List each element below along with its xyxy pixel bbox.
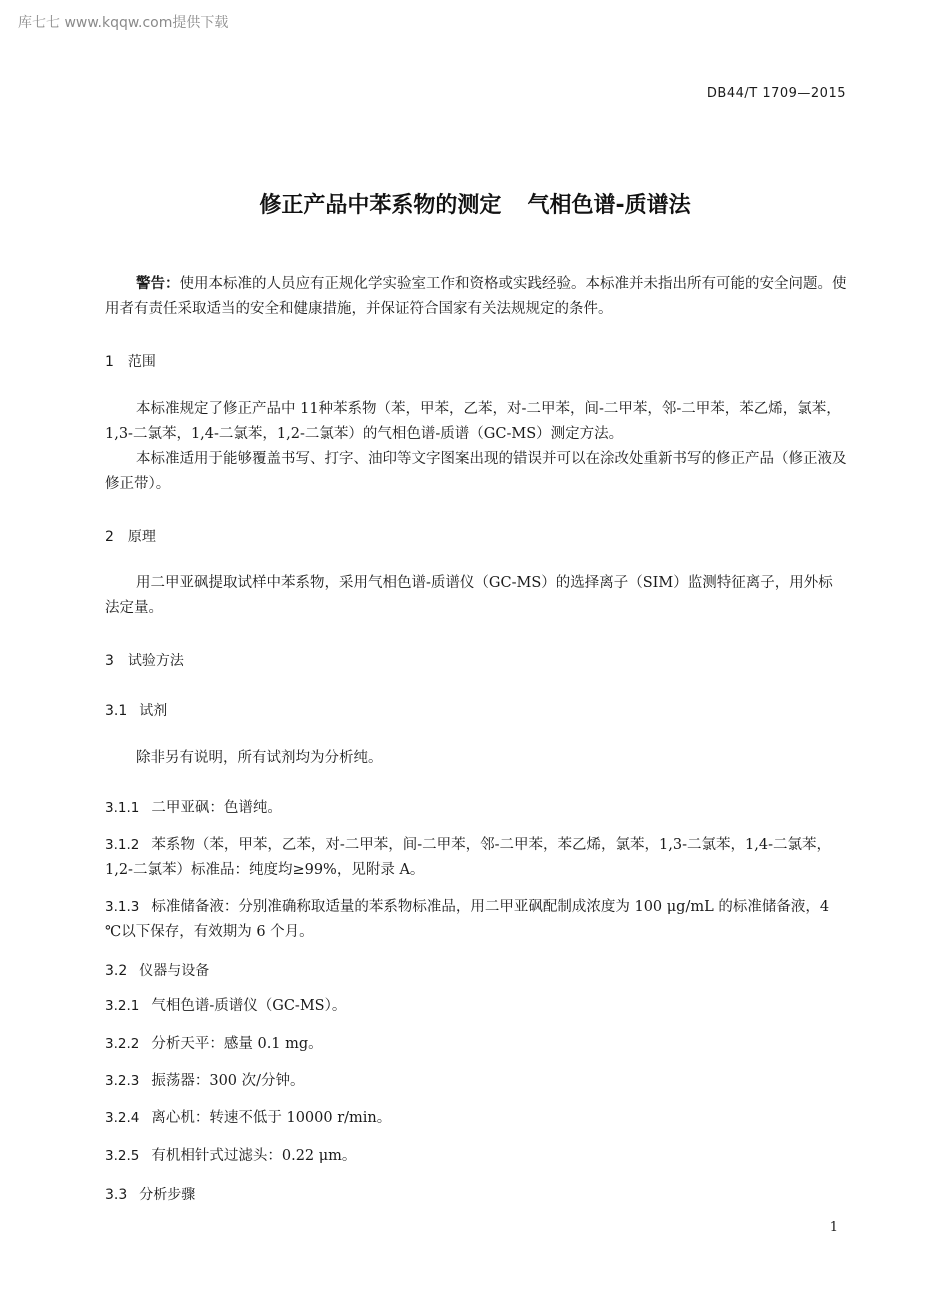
- section-2-paragraph: 用二甲亚砜提取试样中苯系物，采用气相色谱-质谱仪（GC-MS）的选择离子（SIM）监测特征离子，用外标法定量。: [105, 575, 833, 616]
- section-1-heading: [105, 351, 156, 371]
- clause-3-2-5: 3.2.5 有机相针式过滤头：0.22 μm。: [105, 1148, 357, 1164]
- warning-label: 警告：: [136, 275, 180, 292]
- clause-3-2-4: 3.2.4 离心机：转速不低于 10000 r/min。: [105, 1110, 392, 1126]
- clause-3-1-1: 3.1.1 二甲亚砜：色谱纯。: [105, 800, 282, 816]
- section-title: 试验方法: [127, 653, 184, 669]
- document-number: DB44/T 1709—2015: [706, 86, 846, 101]
- section-number: 3.1: [105, 703, 128, 719]
- clause-3-1-3: 3.1.3 标准储备液：分别准确称取适量的苯系物标准品，用二甲亚砜配制成浓度为 100 μg/mL 的标准储备液，4 ℃以下保存，有效期为 6 个月。: [105, 899, 830, 940]
- section-title: 试剂: [139, 703, 168, 719]
- section-number: 1: [105, 354, 114, 370]
- clause-3-1-2: 3.1.2 苯系物（苯，甲苯，乙苯，对-二甲苯，间-二甲苯，邻-二甲苯，苯乙烯，氯苯，1,3-二氯苯，1,4-二氯苯，1,2-二氯苯）标准品：纯度均≥99%，见附录 A。: [105, 837, 831, 878]
- warning-paragraph: [105, 271, 847, 322]
- clause-3-2-3: 3.2.3 振荡器：300 次/分钟。: [105, 1073, 305, 1089]
- section-number: 2: [105, 529, 114, 545]
- section-title: 分析步骤: [139, 1187, 196, 1203]
- section-title: 原理: [127, 529, 156, 545]
- section-1-paragraph-1: 本标准规定了修正产品中 11种苯系物（苯，甲苯，乙苯，对-二甲苯，间-二甲苯，邻-二甲苯，苯乙烯，氯苯，1,3-二氯苯，1,4-二氯苯，1,2-二氯苯）的气相色谱-质谱（GC-MS）测定方法。: [105, 401, 841, 442]
- watermark-text: 库七七 www.kqqw.com提供下载: [18, 15, 229, 31]
- section-3-3-heading: [105, 1184, 195, 1204]
- section-3-1-paragraph: 除非另有说明，所有试剂均为分析纯。: [136, 750, 383, 766]
- page-number: 1: [829, 1220, 838, 1235]
- section-number: 3.3: [105, 1187, 128, 1203]
- section-3-2-heading: [105, 960, 209, 980]
- title-part-1: 修正产品中苯系物的测定: [259, 193, 502, 218]
- section-2-heading: [105, 526, 156, 546]
- page-title: [0, 188, 950, 219]
- title-part-2: 气相色谱-质谱法: [527, 193, 691, 218]
- section-number: 3: [105, 653, 114, 669]
- section-3-heading: [105, 650, 184, 670]
- clause-3-2-2: 3.2.2 分析天平：感量 0.1 mg。: [105, 1036, 323, 1052]
- section-1-paragraph-2: 本标准适用于能够覆盖书写、打字、油印等文字图案出现的错误并可以在涂改处重新书写的修正产品（修正液及修正带）。: [105, 451, 847, 492]
- clause-3-2-1: 3.2.1 气相色谱-质谱仪（GC-MS）。: [105, 998, 347, 1014]
- warning-text: 使用本标准的人员应有正规化学实验室工作和资格或实践经验。本标准并未指出所有可能的安全问题。使用者有责任采取适当的安全和健康措施，并保证符合国家有关法规规定的条件。: [105, 276, 847, 317]
- section-title: 仪器与设备: [139, 963, 210, 979]
- section-title: 范围: [127, 354, 156, 370]
- section-number: 3.2: [105, 963, 128, 979]
- section-3-1-heading: [105, 700, 167, 720]
